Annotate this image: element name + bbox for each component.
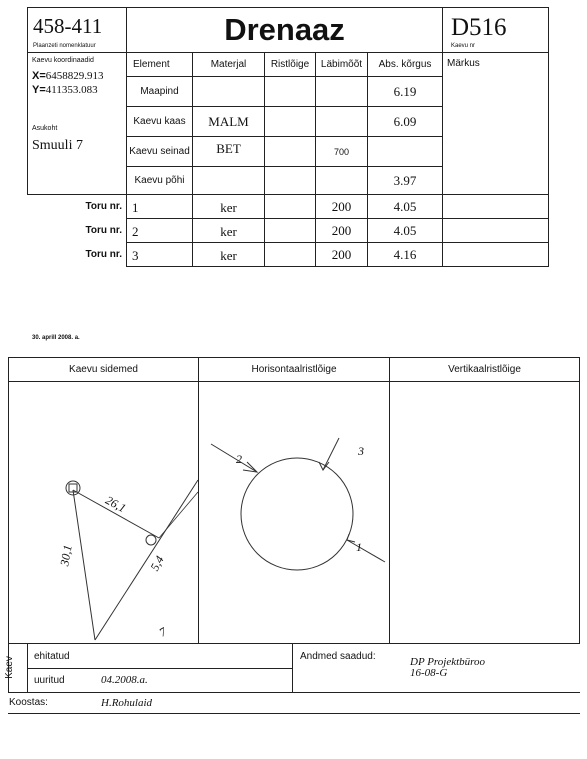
- pipe-number: 3: [132, 247, 139, 263]
- col-header-cross-section: Ristlõige: [270, 59, 310, 70]
- coordinate-y-prefix: Y=: [32, 84, 46, 96]
- author-value: H.Rohulaid: [101, 697, 153, 709]
- row-abs-height: 6.19: [393, 83, 417, 99]
- row-element: Maapind: [140, 86, 179, 97]
- col-horizontal-section: Horisontaalristlõige: [251, 364, 337, 375]
- tie-corner-mark: 7: [156, 624, 169, 640]
- row-abs-height: 3.97: [393, 172, 417, 188]
- pipe-diameter: 200: [331, 246, 352, 262]
- data-source-label: Andmed saadud:: [300, 651, 376, 662]
- coordinate-y-value: 411353.083: [45, 84, 98, 96]
- pipe-label-3: 3: [358, 444, 364, 458]
- pipe-abs-height: 4.16: [393, 246, 417, 262]
- data-source-line2: 16-08-G: [410, 667, 448, 679]
- row-element: Kaevu kaas: [133, 116, 186, 127]
- tie-label-30: 30,1: [57, 543, 75, 567]
- horizontal-section-sketch: [199, 382, 389, 643]
- well-id: D516: [451, 14, 507, 41]
- pipe-label: Toru nr.: [85, 249, 122, 260]
- row-element: Kaevu seinad: [129, 146, 190, 157]
- pipe-diameter: 200: [331, 198, 352, 214]
- author-label: Koostas:: [9, 697, 48, 708]
- pipe-material: ker: [220, 247, 237, 263]
- side-label: Kaev: [3, 656, 15, 679]
- data-source-line1: DP Projektbüroo: [410, 656, 486, 668]
- map-sheet-label: Plaanzeti nomenklatuur: [33, 43, 96, 49]
- map-sheet-number: 458-411: [33, 14, 103, 38]
- pipe-abs-height: 4.05: [393, 198, 417, 214]
- pipe-label-2: 2: [236, 452, 242, 466]
- col-ties: Kaevu sidemed: [69, 364, 138, 375]
- ties-sketch: [9, 382, 198, 643]
- page-title: Drenaaz: [224, 12, 345, 47]
- location-label: Asukoht: [32, 125, 58, 132]
- pipe-label: Toru nr.: [85, 201, 122, 212]
- coordinate-x: [32, 70, 104, 82]
- pipe-abs-height: 4.05: [393, 222, 417, 238]
- coordinate-x-value: 6458829.913: [45, 70, 104, 82]
- coordinate-x-prefix: X=: [32, 70, 46, 82]
- col-header-remarks: Märkus: [447, 58, 480, 69]
- col-vertical-section: Vertikaalristlõige: [448, 364, 521, 375]
- surveyed-label: uuritud: [34, 675, 65, 686]
- pipe-material: ker: [220, 223, 237, 239]
- well-id-label: Kaevu nr: [451, 43, 476, 49]
- col-header-material: Materjal: [210, 59, 247, 70]
- pipe-number: 2: [132, 223, 139, 239]
- col-header-abs-height: Abs. kõrgus: [378, 59, 432, 70]
- date-stamp: 30. aprill 2008. a.: [32, 335, 80, 341]
- pipe-label-1: 1: [356, 540, 362, 554]
- col-header-diameter: Läbimõõt: [320, 59, 363, 70]
- col-header-element: Element: [133, 59, 170, 70]
- pipe-material: ker: [220, 199, 237, 215]
- pipe-diameter: 200: [331, 222, 352, 238]
- coordinates-label: Kaevu koordinaadid: [32, 57, 94, 64]
- pipe-label: Toru nr.: [85, 225, 122, 236]
- tie-label-5: 5,4: [147, 553, 167, 574]
- surveyed-value: 04.2008.a.: [101, 674, 148, 686]
- row-abs-height: 6.09: [393, 113, 417, 129]
- built-label: ehitatud: [34, 651, 70, 662]
- tie-label-26: 26,1: [103, 492, 129, 516]
- row-diameter: 700: [333, 146, 350, 157]
- location-value: Smuuli 7: [32, 138, 83, 153]
- row-material: BET: [216, 141, 241, 156]
- row-element: Kaevu põhi: [134, 175, 185, 186]
- row-material: MALM: [208, 113, 249, 129]
- pipe-number: 1: [132, 199, 139, 215]
- coordinate-y: [32, 84, 98, 96]
